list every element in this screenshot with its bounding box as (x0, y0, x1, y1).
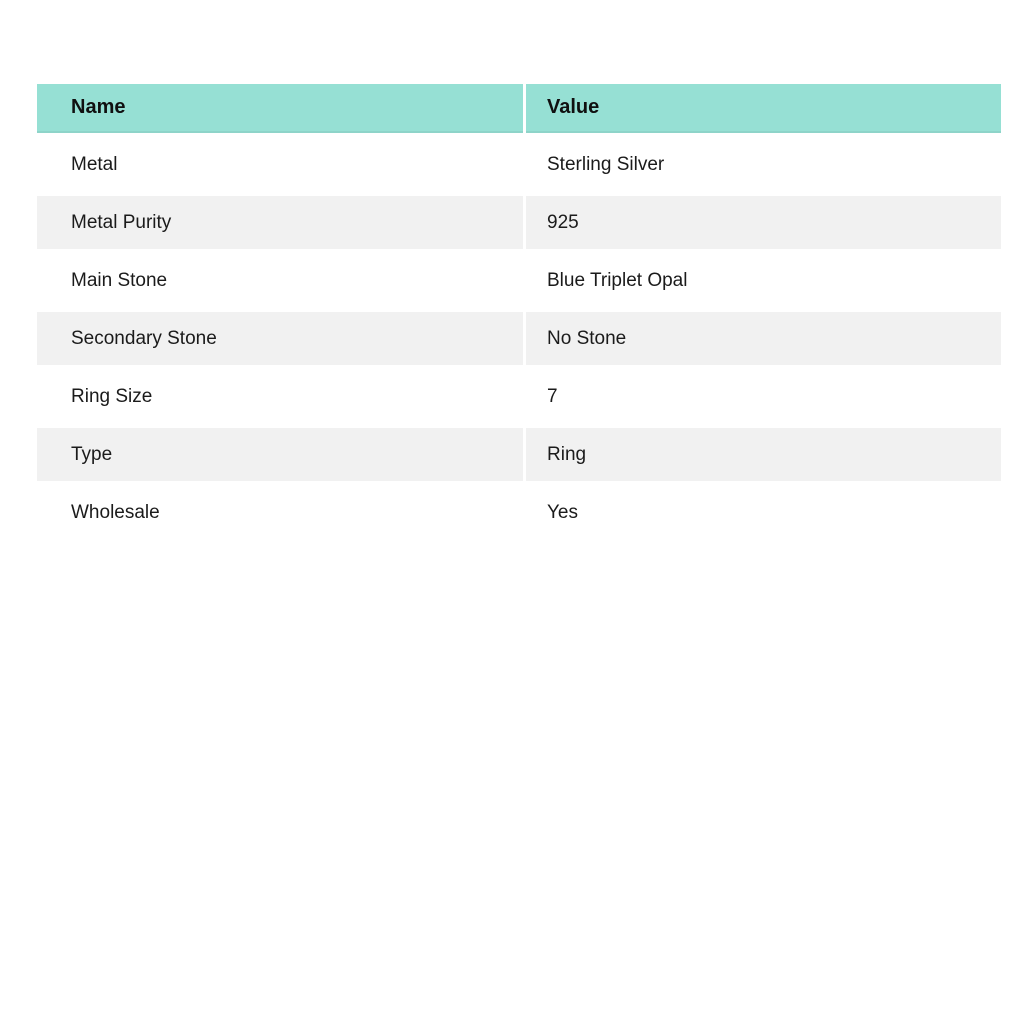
attribute-name-cell: Main Stone (71, 269, 168, 291)
table-row (37, 423, 1001, 481)
attribute-name-cell: Metal Purity (37, 196, 523, 249)
table-row (37, 191, 1001, 249)
product-attributes-table (37, 84, 1001, 539)
column-header-name: Name (37, 84, 523, 133)
attribute-name-cell: Secondary Stone (37, 312, 523, 365)
column-header-value: Value (526, 84, 1001, 133)
attribute-name-cell: Wholesale (71, 501, 160, 523)
table-row (37, 481, 1001, 539)
table-row (37, 249, 1001, 307)
attribute-value-cell: 7 (547, 385, 558, 407)
table-row (37, 307, 1001, 365)
attribute-name-cell: Metal (71, 153, 118, 175)
attribute-value-cell: Yes (547, 501, 578, 523)
table-row (37, 133, 1001, 191)
attribute-value-cell: 925 (526, 196, 1001, 249)
table-row (37, 365, 1001, 423)
attribute-value-cell: Ring (526, 428, 1001, 481)
attribute-name-cell: Ring Size (71, 385, 153, 407)
attribute-name-cell: Type (37, 428, 523, 481)
attribute-value-cell: No Stone (526, 312, 1001, 365)
attribute-value-cell: Sterling Silver (547, 153, 665, 175)
attribute-value-cell: Blue Triplet Opal (547, 269, 688, 291)
table-header-row (37, 84, 1001, 133)
table-body (37, 133, 1001, 539)
